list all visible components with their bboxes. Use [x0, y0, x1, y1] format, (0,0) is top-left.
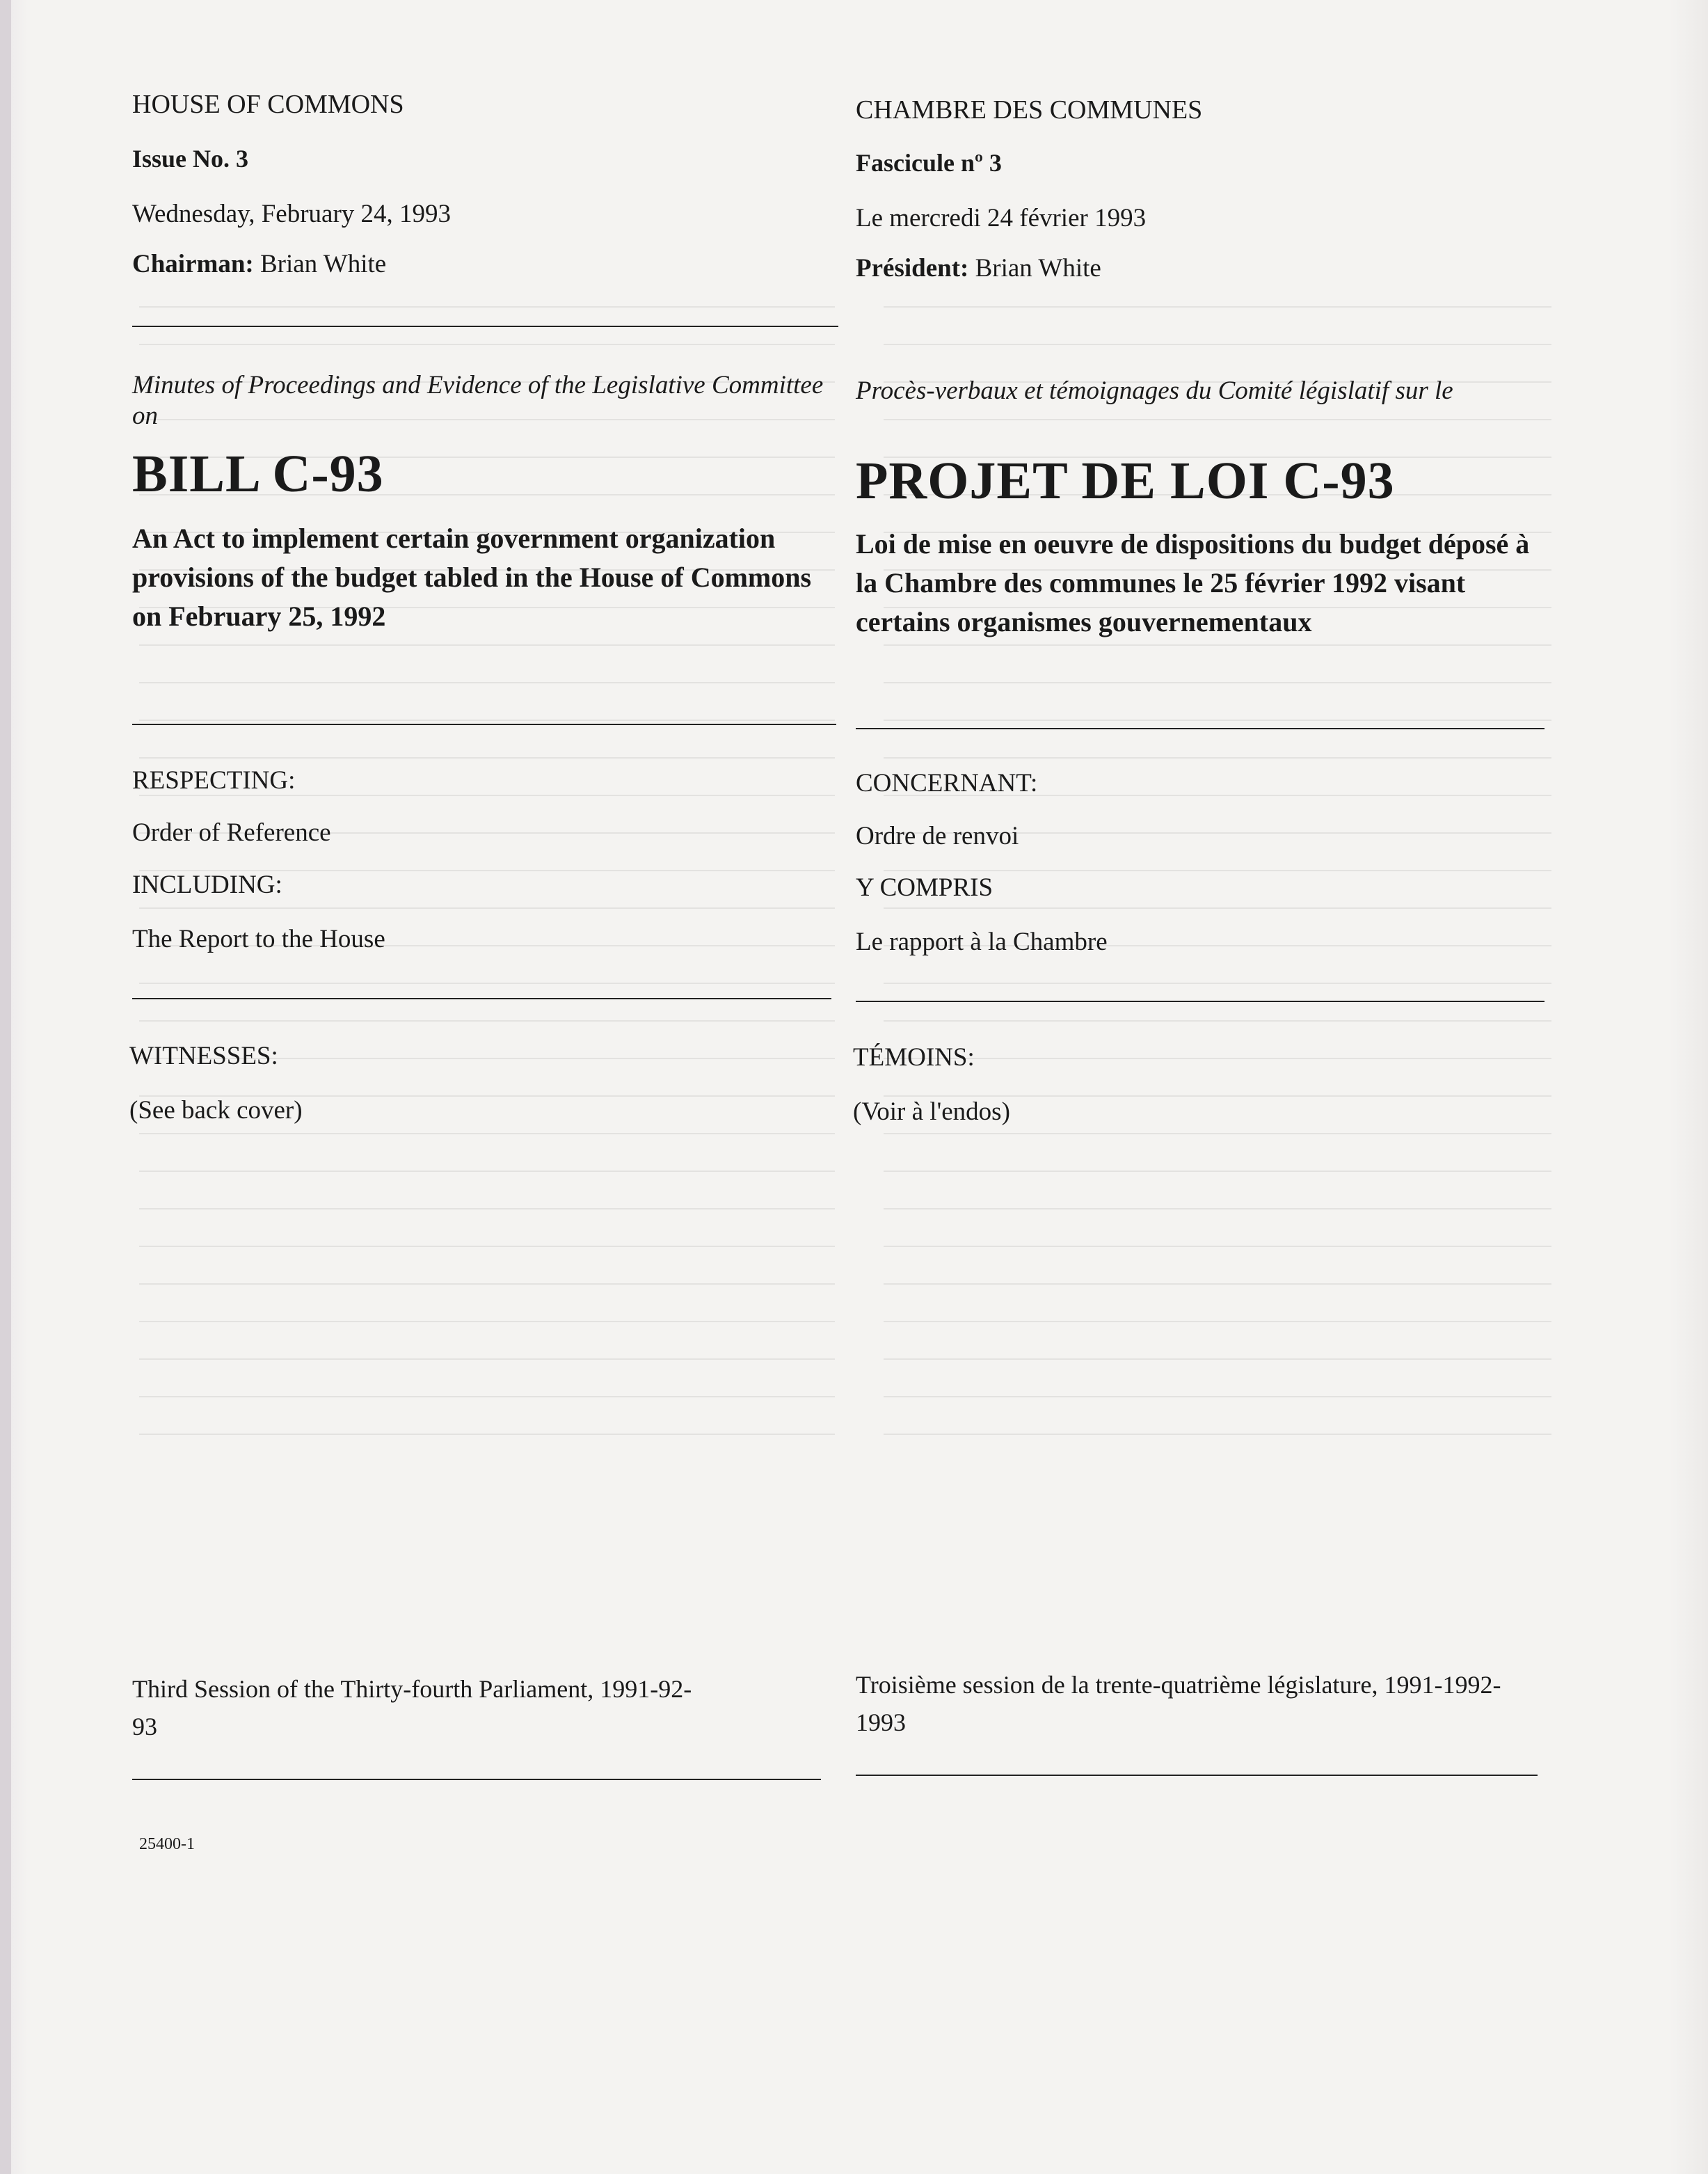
issue-date: Le mercredi 24 février 1993	[856, 204, 1147, 232]
including-label: Y COMPRIS	[856, 873, 993, 902]
act-title: An Act to implement certain government organization provisions of the budget tabled in the House of Commons on February 25, 1992	[132, 523, 812, 632]
act-title: Loi de mise en oeuvre de dispositions du budget déposé à la Chambre des communes le 25 février 1992 visant certains organismes gouvernementaux	[856, 528, 1530, 637]
order-of-reference: Ordre de renvoi	[856, 822, 1019, 850]
house-heading: CHAMBRE DES COMMUNES	[856, 95, 1203, 125]
bill-title: BILL C-93	[132, 445, 384, 503]
chairman-label: Chairman:	[132, 250, 254, 278]
divider	[132, 998, 831, 999]
respecting-label: CONCERNANT:	[856, 769, 1038, 798]
report-to-house: Le rapport à la Chambre	[856, 928, 1108, 956]
order-of-reference: Order of Reference	[132, 818, 331, 847]
divider	[856, 728, 1545, 729]
including-label: INCLUDING:	[132, 871, 282, 899]
witnesses-note: (Voir à l'endos)	[853, 1097, 1010, 1126]
divider	[856, 1001, 1545, 1002]
divider	[132, 724, 836, 725]
minutes-title: Procès-verbaux et témoignages du Comité législatif sur le	[856, 376, 1453, 405]
bill-title: PROJET DE LOI C-93	[856, 452, 1395, 510]
page-edge	[0, 0, 11, 2174]
divider	[856, 1775, 1538, 1776]
session-info: Third Session of the Thirty-fourth Parliament, 1991-92-93	[132, 1675, 692, 1740]
chairman-name: Brian White	[253, 250, 387, 278]
chairman-line	[132, 249, 386, 279]
minutes-title: Minutes of Proceedings and Evidence of the Legislative Committee on	[132, 371, 824, 430]
report-to-house: The Report to the House	[132, 925, 385, 953]
divider	[132, 326, 838, 327]
president-name: Brian White	[968, 254, 1101, 283]
respecting-label: RESPECTING:	[132, 766, 296, 795]
issue-date: Wednesday, February 24, 1993	[132, 200, 452, 228]
session-info: Troisième session de la trente-quatrième législature, 1991-1992-1993	[856, 1671, 1501, 1736]
issue-number: Issue No. 3	[132, 145, 249, 173]
document-code: 25400-1	[139, 1835, 195, 1853]
divider	[132, 1779, 821, 1780]
witnesses-note: (See back cover)	[129, 1096, 303, 1125]
house-heading: HOUSE OF COMMONS	[132, 90, 404, 119]
witnesses-label: TÉMOINS:	[853, 1043, 975, 1072]
president-line	[856, 253, 1101, 283]
issue-number: Fascicule nº 3	[856, 149, 1002, 177]
witnesses-label: WITNESSES:	[129, 1042, 278, 1070]
president-label: Président:	[856, 254, 969, 283]
